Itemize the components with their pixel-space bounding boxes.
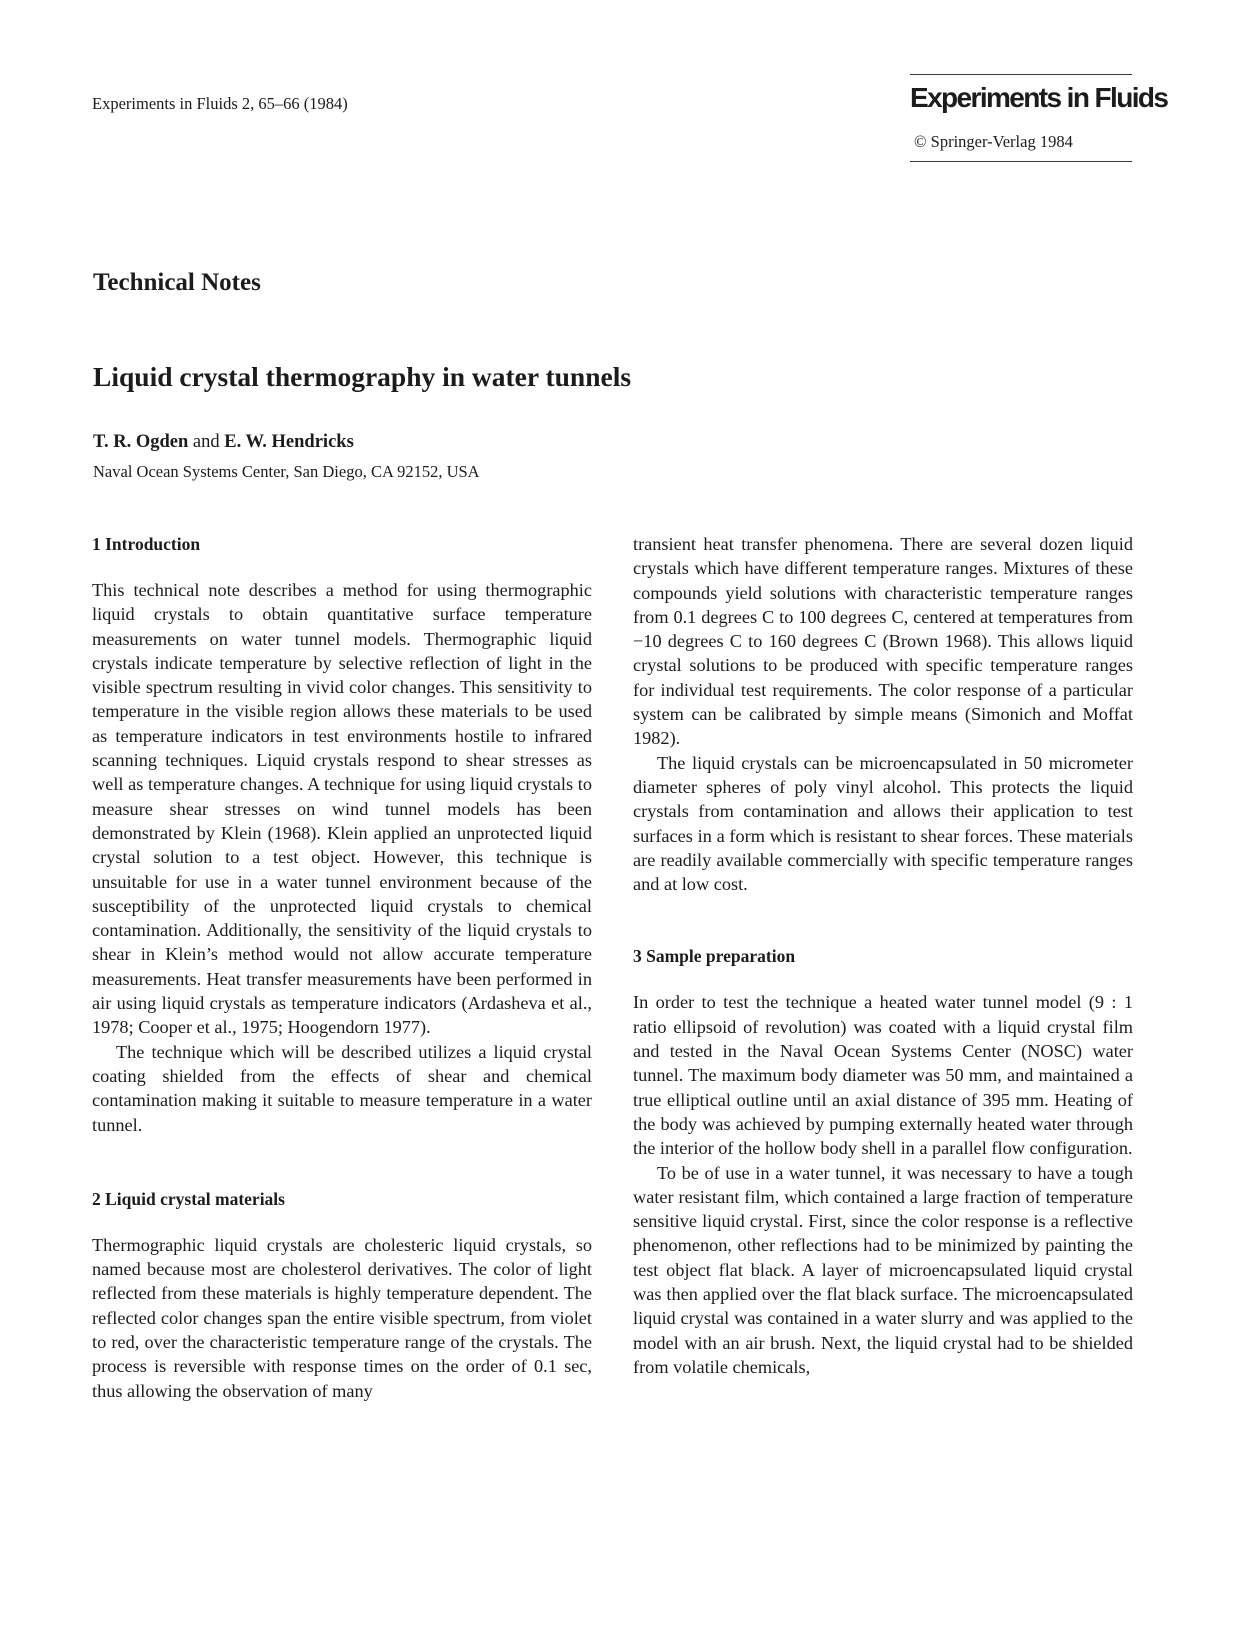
body-paragraph: This technical note describes a method for using thermographic liquid crystals to obtain quantitative surface temperature measurements on water tunnel models. Thermographic liquid crystals indicate temperature by selective reflection of light in the visible spectrum resulting in vivid color changes. This sensitivity to temperature in the visible region allows these materials to be used as temperature indicators in test environments hostile to infrared scanning techniques. Liquid crystals respond to shear stresses as well as temperature changes. A technique for using liquid crystals to measure shear stresses on wind tunnel models has been demonstrated by Klein (1968). Klein applied an unprotected liquid crystal solution to a test object. However, this technique is unsuitable for use in a water tunnel environment because of the susceptibility of the unprotected liquid crystals to chemical contamination. Additionally, the sensitivity of the liquid crystals to shear in Klein’s method would not allow accurate temperature measurements. Heat transfer measurements have been performed in air using liquid crystals as temperature indicators (Ardasheva et al., 1978; Cooper et al., 1975; Hoogendorn 1977). bbox=[92, 580, 592, 1038]
journal-citation: Experiments in Fluids 2, 65–66 (1984) bbox=[92, 94, 348, 113]
left-column bbox=[92, 532, 592, 1403]
copyright-notice: © Springer-Verlag 1984 bbox=[914, 132, 1073, 151]
author-name: T. R. Ogden bbox=[93, 432, 189, 452]
journal-brand-title: Experiments in Fluids bbox=[910, 82, 1168, 113]
author-name: E. W. Hendricks bbox=[224, 432, 354, 452]
paper-title: Liquid crystal thermography in water tunnels bbox=[93, 361, 632, 392]
section-heading: 1 Introduction bbox=[92, 534, 201, 554]
body-paragraph: transient heat transfer phenomena. There are several dozen liquid crystals which have different temperature ranges. Mixtures of these compounds yield solutions with characteristic temperature ranges from 0.1 degrees C to 100 degrees C, centered at temperatures from −10 degrees C to 160 degrees C (Brown 1968). This allows liquid crystal solutions to be produced with specific temperature ranges for individual test requirements. The color response of a particular system can be calibrated by simple means (Simonich and Moffat 1982). bbox=[633, 534, 1133, 749]
brand-rule-top bbox=[910, 74, 1132, 75]
author-line bbox=[93, 430, 354, 454]
body-paragraph: To be of use in a water tunnel, it was necessary to have a tough water resistant film, which contained a large fraction of temperature sensitive liquid crystal. First, since the color response is a reflective phenomenon, other reflections had to be minimized by painting the test object flat black. A layer of microencapsulated liquid crystal was then applied over the flat black surface. The microencapsulated liquid crystal was contained in a water slurry and was applied to the model with an air brush. Next, the liquid crystal had to be shielded from volatile chemicals, bbox=[633, 1162, 1133, 1377]
body-paragraph: The technique which will be described utilizes a liquid crystal coating shielded from the effects of shear and chemical contamination making it suitable to measure temperature in a water tunnel. bbox=[92, 1041, 592, 1135]
body-paragraph: In order to test the technique a heated water tunnel model (9 : 1 ratio ellipsoid of revolution) was coated with a liquid crystal film and tested in the Naval Ocean Systems Center (NOSC) water tunnel. The maximum body diameter was 50 mm, and maintained a true elliptical outline until an axial distance of 395 mm. Heating of the body was achieved by pumping externally heated water through the interior of the hollow body shell in a parallel flow configuration. bbox=[633, 992, 1133, 1159]
right-column bbox=[633, 532, 1133, 1379]
section-label: Technical Notes bbox=[93, 269, 261, 296]
author-conjunction: and bbox=[192, 432, 220, 452]
affiliation: Naval Ocean Systems Center, San Diego, CA 92152, USA bbox=[93, 462, 480, 481]
body-paragraph: Thermographic liquid crystals are cholesteric liquid crystals, so named because most are cholesterol derivatives. The color of light reflected from these materials is highly temperature dependent. The reflected color changes span the entire visible spectrum, from violet to red, over the characteristic temperature range of the crystals. The process is reversible with response times on the order of 0.1 sec, thus allowing the observation of many bbox=[92, 1234, 592, 1401]
section-heading: 3 Sample preparation bbox=[633, 946, 796, 967]
section-heading: 2 Liquid crystal materials bbox=[92, 1188, 285, 1209]
brand-rule-bottom bbox=[910, 161, 1132, 162]
body-paragraph: The liquid crystals can be microencapsulated in 50 micrometer diameter spheres of poly vinyl alcohol. This protects the liquid crystals from contamination and allows their application to test surfaces in a form which is resistant to shear forces. These materials are readily available commercially with specific temperature ranges and at low cost. bbox=[633, 752, 1133, 895]
